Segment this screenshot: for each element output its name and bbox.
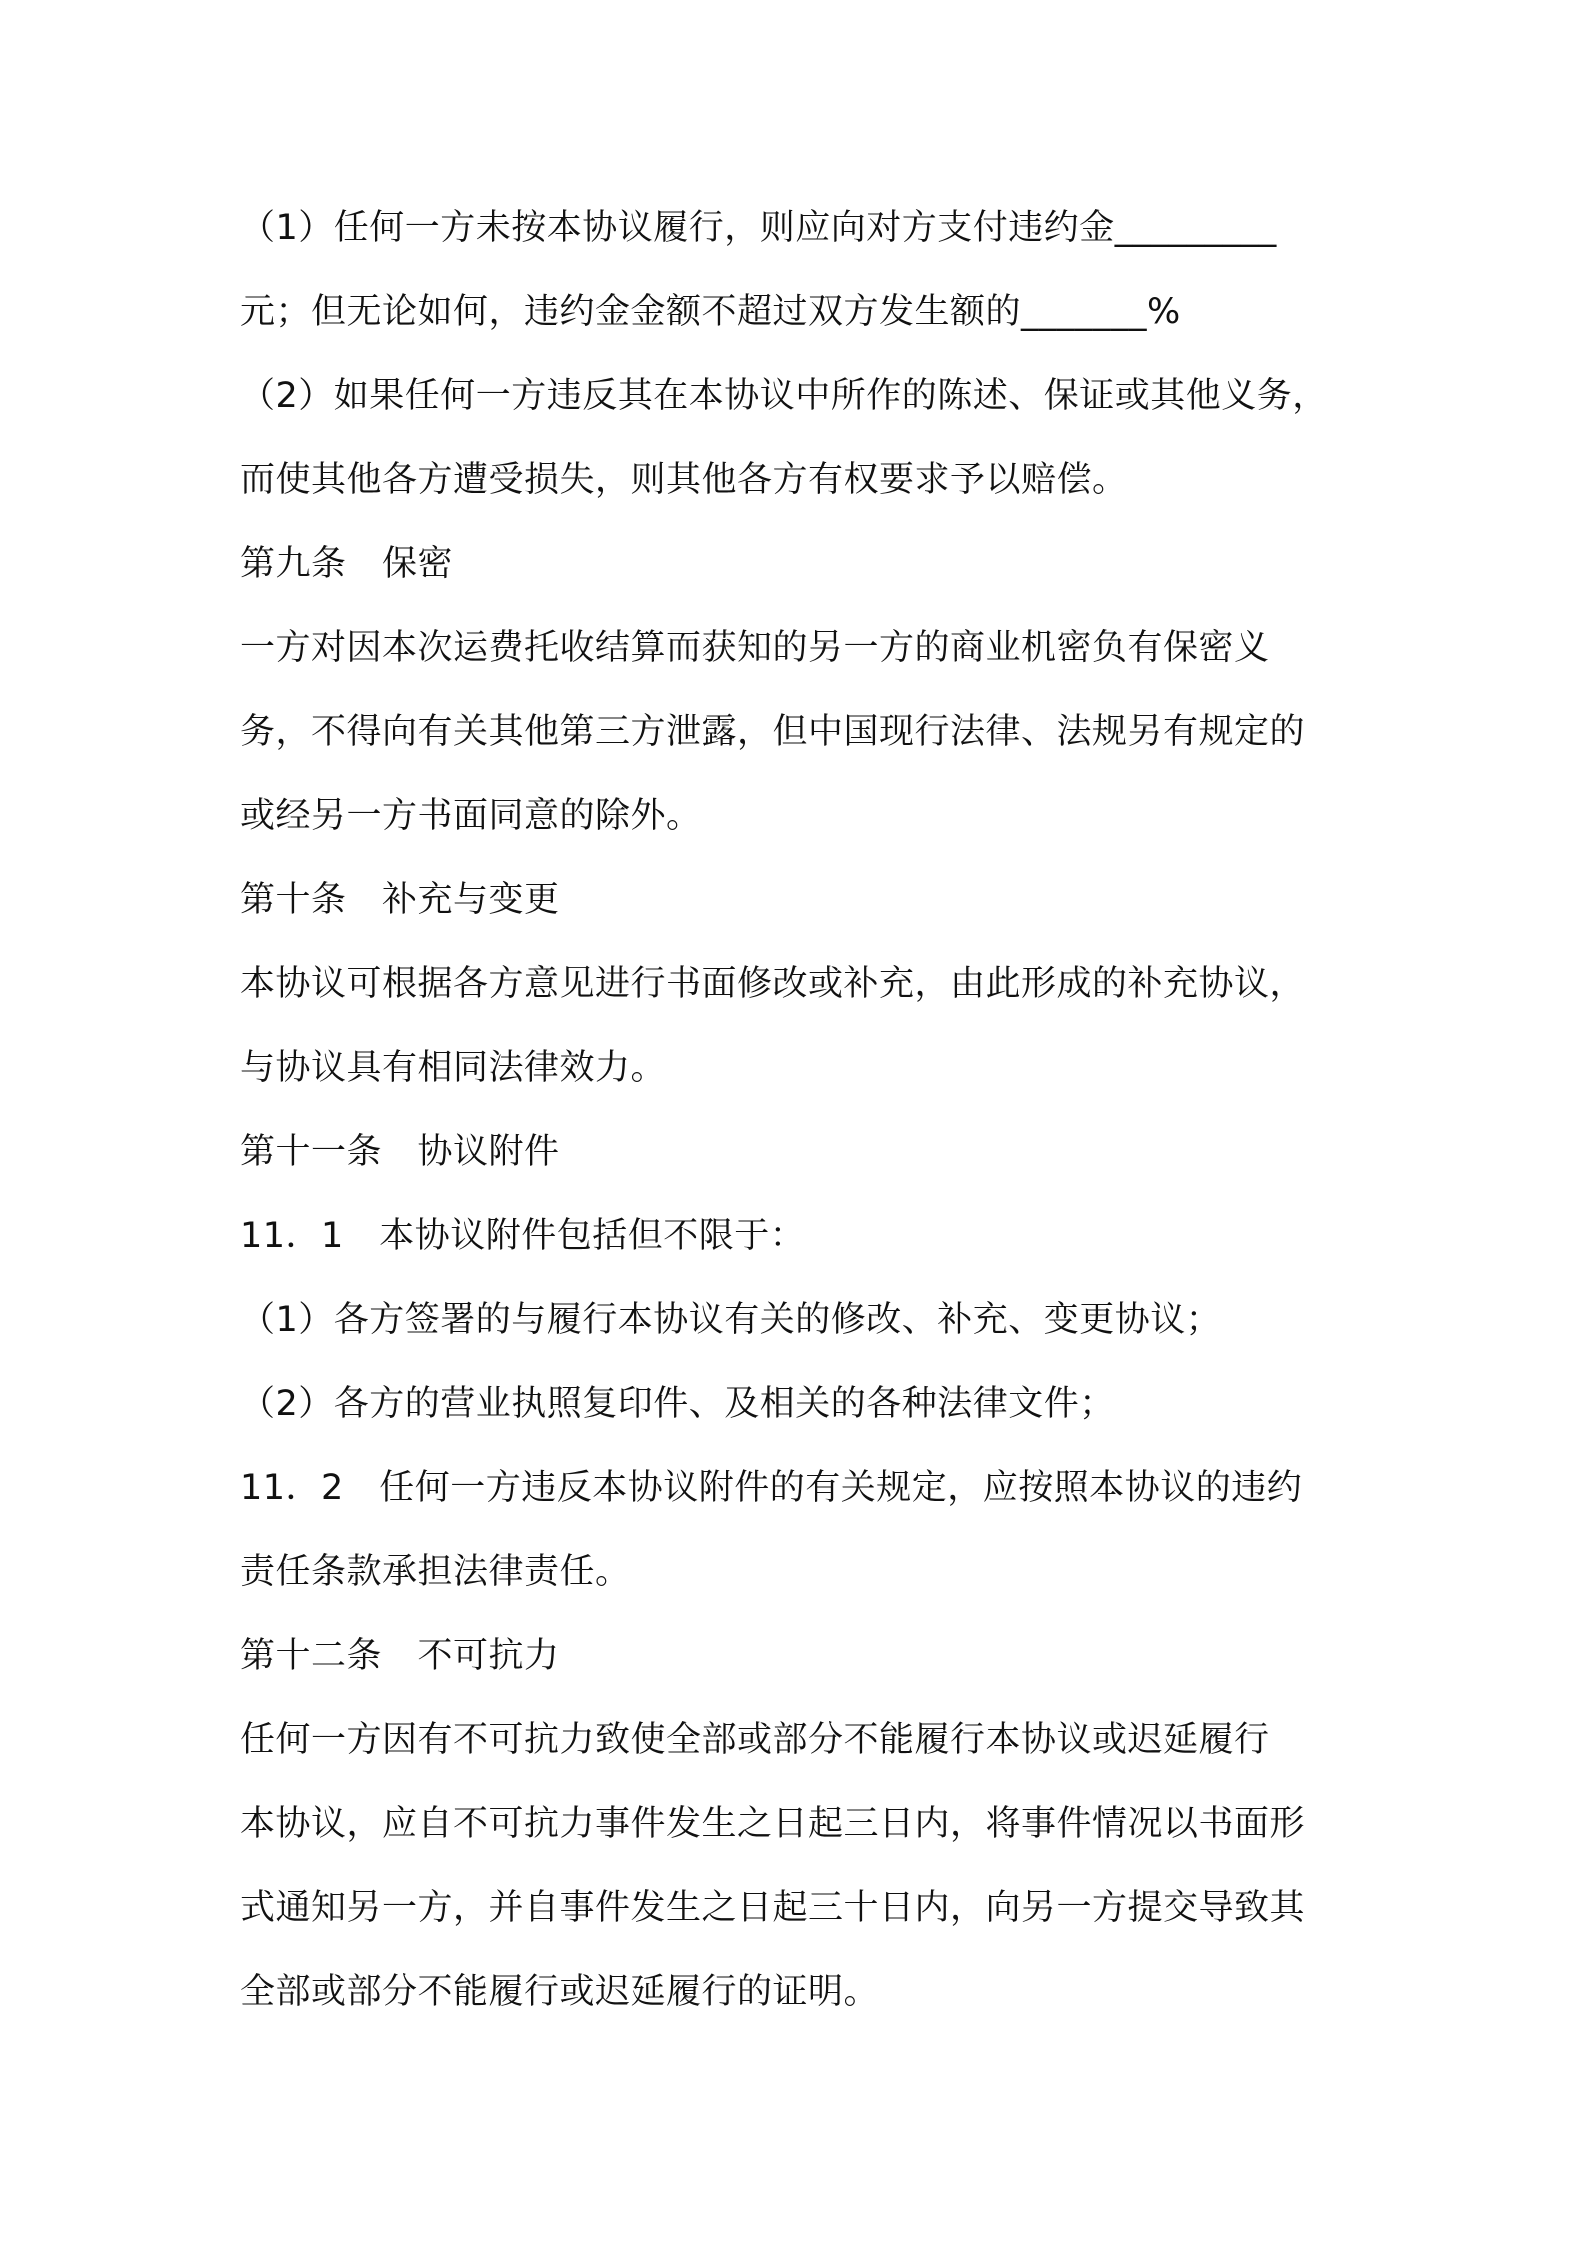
article-12-text-line-4: 全部或部分不能履行或迟延履行的证明。: [240, 1972, 880, 2012]
article-12-heading: 第十二条 不可抗力: [240, 1636, 560, 1676]
article-10-text-line-1: 本协议可根据各方意见进行书面修改或补充，由此形成的补充协议，: [240, 964, 1306, 1004]
article-12-text-line-3: 式通知另一方，并自事件发生之日起三十日内，向另一方提交导致其: [240, 1888, 1306, 1928]
article-11-list-item-1: （1）各方签署的与履行本协议有关的修改、补充、变更协议；: [240, 1300, 1222, 1340]
breach-item-2-line-1: （2）如果任何一方违反其在本协议中所作的陈述、保证或其他义务，: [240, 376, 1328, 416]
breach-item-2-line-2: 而使其他各方遭受损失，则其他各方有权要求予以赔偿。: [240, 460, 1128, 500]
article-9-text-line-3: 或经另一方书面同意的除外。: [240, 796, 702, 836]
article-12-text-line-1: 任何一方因有不可抗力致使全部或部分不能履行本协议或迟延履行: [240, 1720, 1270, 1760]
article-11-heading: 第十一条 协议附件: [240, 1132, 560, 1172]
article-9-text-line-2: 务，不得向有关其他第三方泄露，但中国现行法律、法规另有规定的: [240, 712, 1306, 752]
article-9-heading: 第九条 保密: [240, 544, 454, 584]
article-12-text-line-2: 本协议，应自不可抗力事件发生之日起三日内，将事件情况以书面形: [240, 1804, 1306, 1844]
article-11-clause-2-line-1: 11．2 任何一方违反本协议附件的有关规定，应按照本协议的违约: [240, 1468, 1303, 1508]
article-11-list-item-2: （2）各方的营业执照复印件、及相关的各种法律文件；: [240, 1384, 1115, 1424]
article-11-clause-2-line-2: 责任条款承担法律责任。: [240, 1552, 631, 1592]
breach-item-1-line-2: 元；但无论如何，违约金金额不超过双方发生额的_______%: [240, 292, 1181, 332]
article-10-heading: 第十条 补充与变更: [240, 880, 560, 920]
article-9-text-line-1: 一方对因本次运费托收结算而获知的另一方的商业机密负有保密义: [240, 628, 1270, 668]
document-body: [240, 186, 1356, 2034]
article-10-text-line-2: 与协议具有相同法律效力。: [240, 1048, 667, 1088]
breach-item-1-line-1: （1）任何一方未按本协议履行，则应向对方支付违约金_________: [240, 208, 1277, 248]
article-11-clause-1: 11．1 本协议附件包括但不限于：: [240, 1216, 806, 1256]
